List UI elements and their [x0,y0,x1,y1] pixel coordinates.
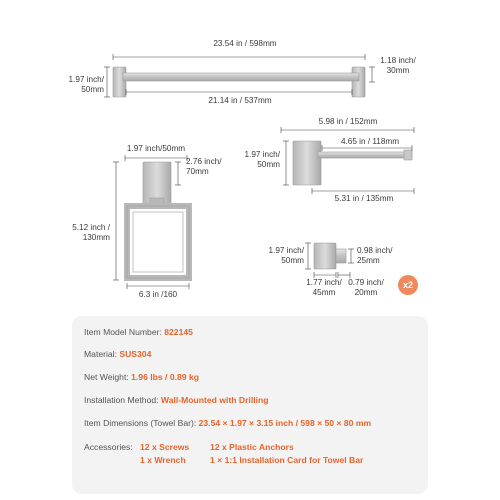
towel-ring-illustration [127,162,189,278]
paper-holder-bottom-label: 5.31 in / 135mm [334,194,394,203]
paper-holder-height-label: 1.97 inch/ 50mm [244,150,280,169]
towel-ring-bottom-label: 6.3 in /160 [138,290,178,299]
paper-holder-illustration [293,141,412,185]
spec-model-value: 822145 [164,327,193,337]
towel-bar-height-label: 1.97 inch/ 50mm [68,75,104,94]
spec-dimensions-row [84,418,371,429]
towel-ring-height-label: 5.12 inch / 130mm [72,223,110,242]
spec-accessories-label: Accessories: [84,442,133,452]
paper-holder-length-label: 5.98 in / 152mm [318,117,378,126]
towel-bar-inner-length-label: 21.14 in / 537mm [208,96,272,105]
accessory-installation-card: 1 × 1:1 Installation Card for Towel Bar [210,455,364,465]
spec-install-value: Wall-Mounted with Drilling [160,395,269,405]
spec-dimensions-value: 23.54 × 1.97 × 3.15 inch / 598 × 50 × 80 mm [198,418,372,428]
spec-dimensions-label: Item Dimensions (Towel Bar): [84,418,197,428]
spec-model-label: Item Model Number: [84,327,162,337]
spec-material-label: Material: [84,349,117,359]
robe-hook-depth-label: 0.98 inch/ 25mm [357,246,393,265]
towel-bar-depth-label: 1.18 inch/ 30mm [380,56,416,75]
spec-install-row [84,395,269,406]
towel-bar-illustration [113,67,365,97]
quantity-badge: x2 [398,275,418,295]
accessory-wrench: 1 x Wrench [140,455,186,465]
spec-weight-label: Net Weight: [84,372,129,382]
specifications-panel [72,316,428,494]
towel-bar-length-label: 23.54 in / 598mm [213,39,277,48]
accessory-anchors: 12 x Plastic Anchors [210,442,294,452]
spec-weight-value: 1.96 lbs / 0.89 kg [131,372,199,382]
paper-holder-arm-label: 4.65 in / 118mm [340,137,400,146]
robe-hook-illustration [314,243,346,269]
robe-hook-projection-label: 0.79 inch/ 20mm [348,278,384,297]
towel-ring-width-label: 1.97 inch/50mm [126,144,186,153]
spec-weight-row [84,372,199,383]
spec-material-row [84,349,151,360]
spec-material-value: SUS304 [119,349,152,359]
spec-accessories-row [84,442,133,453]
accessory-screws: 12 x Screws [140,442,190,452]
spec-install-label: Installation Method: [84,395,159,405]
robe-hook-width-label: 1.77 inch/ 45mm [306,278,342,297]
robe-hook-height-label: 1.97 inch/ 50mm [268,246,304,265]
spec-model-row [84,327,193,338]
towel-ring-depth-label: 2.76 inch/ 70mm [186,157,222,176]
